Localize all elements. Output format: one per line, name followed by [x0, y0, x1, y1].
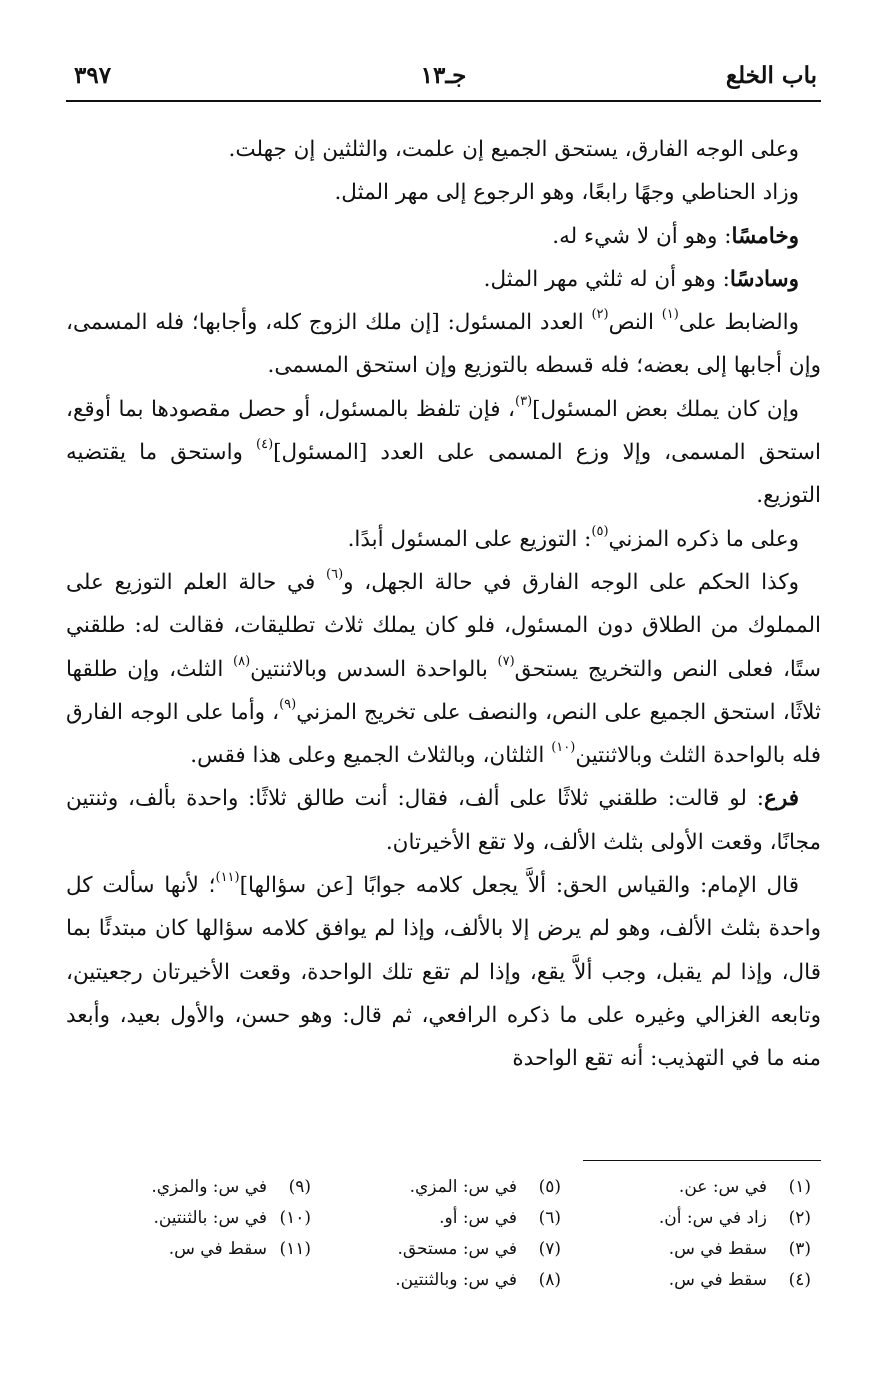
- text-run: وعلى الوجه الفارق، يستحق الجميع إن علمت، والثلثين إن جهلت.: [228, 137, 799, 162]
- footnote-ref: (٥): [591, 523, 609, 539]
- footnote-number: (٩): [288, 1177, 311, 1197]
- text-run: : التوزيع على المسئول أبدًا.: [347, 526, 592, 552]
- footnote-number: (٤): [788, 1270, 811, 1290]
- footnote-item: [71, 1172, 311, 1203]
- footnote-text: في س: أو.: [439, 1208, 517, 1228]
- footnote-column-3: [71, 1172, 311, 1265]
- footnote-text: سقط في س.: [168, 1239, 267, 1259]
- paragraph: [66, 864, 821, 1080]
- chapter-title: باب الخلع: [725, 62, 817, 89]
- paragraph: [66, 215, 821, 258]
- footnote-item: [321, 1172, 561, 1203]
- footnote-number: (٢): [788, 1208, 811, 1228]
- text-run: النص: [608, 310, 662, 336]
- text-run: ، فإن تلفظ بالمسئول، أو حصل مقصودها بما أوقع، استحق المسمى، وإلا وزع المسمى على العدد [المسئول]: [66, 396, 821, 466]
- footnote-ref: (٧): [497, 653, 515, 669]
- footnote-ref: (٦): [326, 566, 344, 582]
- text-run: قال الإمام: والقياس الحق: ألاَّ يجعل كلامه جوابًا [عن سؤالها]: [239, 873, 799, 899]
- footnote-text: في س: المزي.: [409, 1177, 517, 1197]
- volume-number: جـ١٣: [420, 62, 467, 89]
- paragraph: [66, 777, 821, 864]
- text-run: ، وأما على الوجه الفارق فله بالواحدة الثلث وبالاثنتين: [66, 699, 821, 769]
- footnote-number: (١٠): [279, 1208, 311, 1228]
- text-run: الثلثان، وبالثلاث الجميع وعلى هذا فقس.: [190, 743, 552, 769]
- text-run: الثلث، وإن طلقها ثلاثًا، استحق الجميع على النص، والنصف على تخريج المزني: [66, 656, 821, 725]
- footnote-column-2: [321, 1172, 561, 1296]
- footnote-item: [321, 1265, 561, 1296]
- paragraph: [66, 561, 821, 777]
- text-run: في حالة العلم التوزيع على المملوك من الطلاق دون المسئول، فلو كان يملك ثلاث تطليقات، فقالت له: طلقني ستًا، فعلى النص والتخريج يستحق: [66, 569, 821, 682]
- text-run: واستحق ما يقتضيه التوزيع.: [66, 440, 821, 509]
- footnote-number: (١١): [279, 1239, 311, 1259]
- footnote-ref: (٩): [279, 696, 297, 712]
- footnotes: [100, 1172, 811, 1302]
- footnote-item: [571, 1172, 811, 1203]
- footnote-number: (١): [788, 1177, 811, 1197]
- footnote-text: سقط في س.: [668, 1270, 767, 1290]
- paragraph: [66, 171, 821, 214]
- text-run: العدد المسئول: [إن ملك الزوج كله، وأجابها؛ فله المسمى، وإن أجابها إلى بعضه؛ فله قسطه بالتوزيع وإن استحق المسمى.: [66, 310, 821, 379]
- footnote-text: زاد في س: أن.: [658, 1208, 767, 1228]
- paragraph: [66, 518, 821, 561]
- bold-term: فرع: [764, 786, 799, 812]
- footnote-item: [571, 1265, 811, 1296]
- footnote-ref: (١): [661, 307, 679, 323]
- footnote-ref: (١٠): [551, 740, 576, 756]
- text-run: بالواحدة السدس وبالاثنتين: [250, 656, 498, 682]
- footnote-text: في س: وبالثنتين.: [395, 1270, 517, 1290]
- footnote-ref: (٤): [256, 437, 274, 453]
- footnote-item: [71, 1203, 311, 1234]
- footnote-number: (٦): [538, 1208, 561, 1228]
- footnote-number: (٣): [788, 1239, 811, 1259]
- footnote-ref: (٣): [515, 393, 533, 409]
- paragraph: [66, 258, 821, 301]
- footnote-text: في س: والمزي.: [151, 1177, 267, 1197]
- footnote-text: سقط في س.: [668, 1239, 767, 1259]
- footnote-number: (٧): [538, 1239, 561, 1259]
- footnote-text: في س: بالثنتين.: [153, 1208, 267, 1228]
- footnote-ref: (٢): [591, 307, 609, 323]
- footnote-ref: (٨): [233, 653, 251, 669]
- footnote-column-1: [571, 1172, 811, 1296]
- footnote-divider: [583, 1160, 821, 1161]
- text-run: وزاد الحناطي وجهًا رابعًا، وهو الرجوع إلى مهر المثل.: [334, 180, 799, 206]
- bold-term: وخامسًا: [731, 223, 799, 249]
- text-run: وعلى ما ذكره المزني: [608, 526, 799, 552]
- text-run: : وهو أن لا شيء له.: [552, 223, 732, 249]
- paragraph: [66, 388, 821, 518]
- text-run: ؛ لأنها سألت كل واحدة بثلث الألف، وهو لم يرض إلا بالألف، وإذا لم يوافق كلامه سؤالها كان مبتدئًا بما قال، وإذا لم يقبل، وجب ألاَّ يقع، وإذا لم تقع تلك الواحدة، وقعت الأخيرتان رجعيتين، وتابعه الغزالي وغيره على ما ذكره الرافعي، ثم قال: وهو حسن، والأول بعيد، وأبعد منه ما في التهذيب: أنه تقع الواحدة: [66, 873, 821, 1072]
- footnote-number: (٥): [538, 1177, 561, 1197]
- footnote-item: [71, 1234, 311, 1265]
- footnote-ref: (١١): [215, 870, 240, 886]
- page-header: [66, 56, 821, 102]
- main-text: [66, 128, 821, 1081]
- footnote-text: في س: مستحق.: [397, 1239, 517, 1259]
- text-run: وكذا الحكم على الوجه الفارق في حالة الجهل، و: [343, 569, 800, 595]
- text-run: والضابط على: [678, 310, 799, 336]
- text-run: : وهو أن له ثلثي مهر المثل.: [483, 266, 730, 292]
- bold-term: وسادسًا: [729, 266, 799, 292]
- footnote-item: [321, 1234, 561, 1265]
- footnote-text: في س: عن.: [678, 1177, 767, 1197]
- footnote-item: [321, 1203, 561, 1234]
- footnote-number: (٨): [538, 1270, 561, 1290]
- page-number: ٣٩٧: [74, 62, 112, 89]
- paragraph: [66, 301, 821, 388]
- footnote-item: [571, 1203, 811, 1234]
- text-run: : لو قالت: طلقني ثلاثًا على ألف، فقال: أنت طالق ثلاثًا: واحدة بألف، وثنتين مجانًا، وقعت الأولى بثلث الألف، ولا تقع الأخيرتان.: [66, 786, 821, 855]
- paragraph: [66, 128, 821, 171]
- footnote-item: [571, 1234, 811, 1265]
- text-run: وإن كان يملك بعض المسئول]: [532, 396, 799, 422]
